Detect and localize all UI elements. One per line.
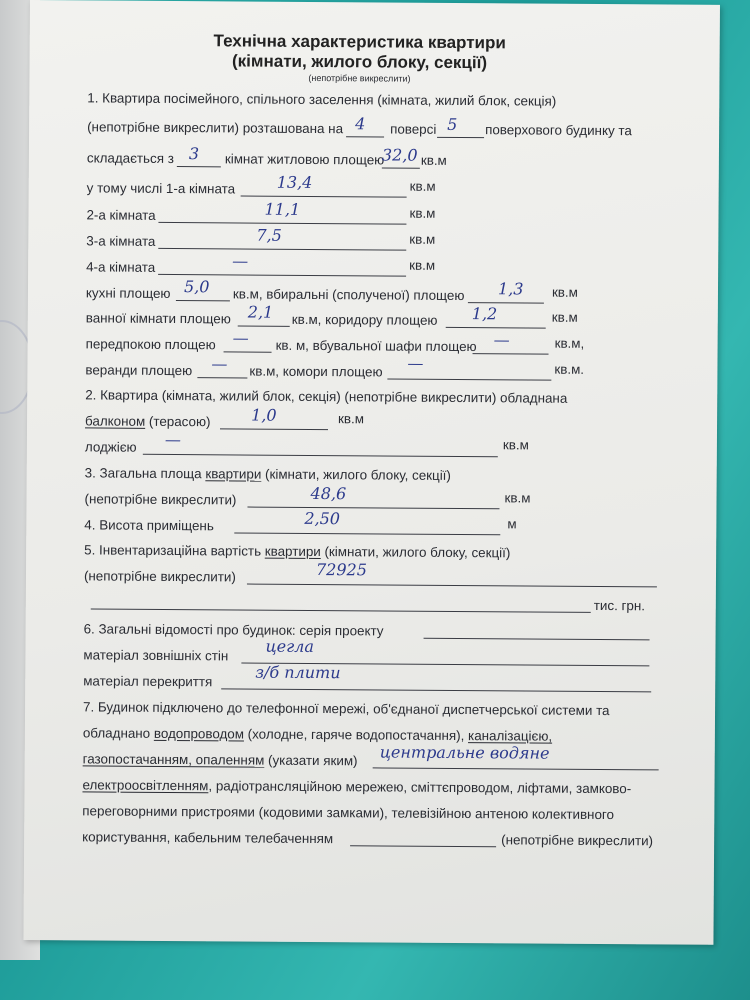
room-4-value: — xyxy=(232,251,249,271)
room-1-value: 13,4 xyxy=(276,172,313,192)
height-field[interactable] xyxy=(234,532,500,535)
height-label: 4. Висота приміщень xyxy=(84,517,214,534)
room-2-field[interactable] xyxy=(158,222,406,225)
room-3-value: 7,5 xyxy=(256,225,282,245)
ceilings-field[interactable] xyxy=(221,688,651,692)
specify-text: (указати яким) xyxy=(264,752,358,769)
kitchen-field[interactable] xyxy=(176,300,230,301)
section-1-line-2b: поверсі xyxy=(390,121,437,137)
bathroom-label: ванної кімнати площею xyxy=(85,310,231,327)
total-area-unit: кв.м xyxy=(504,490,531,506)
project-series-field[interactable] xyxy=(424,638,650,641)
title-note: (непотрібне викреслити) xyxy=(308,72,411,84)
toilet-value: 1,3 xyxy=(497,279,524,299)
corridor-unit: кв.м xyxy=(551,309,578,325)
loggia-unit: кв.м xyxy=(502,437,529,453)
total-area-value: 48,6 xyxy=(310,483,347,504)
room-3-unit: кв.м xyxy=(409,231,436,247)
value-rest: (кімнати, жилого блоку, секції) xyxy=(320,544,511,561)
bathroom-value: 2,1 xyxy=(247,302,274,322)
balcony-unit: кв.м xyxy=(338,411,365,427)
corridor-field[interactable] xyxy=(446,327,546,329)
storage-label: кв.м, комори площею xyxy=(249,363,383,380)
kitchen-label: кухні площею xyxy=(85,285,171,301)
room-1-label: у тому числі 1-а кімната xyxy=(86,180,236,197)
value-field[interactable] xyxy=(247,584,657,588)
section-6-line-1: 6. Загальні відомості про будинок: серія проекту xyxy=(83,621,384,639)
gas-heating-word: газопостачанням, опаленням xyxy=(82,751,265,768)
water-supply-word: водопроводом xyxy=(153,725,245,742)
terrace-word: (терасою) xyxy=(145,413,211,430)
section-7-line-6b: (непотрібне викреслити) xyxy=(501,832,654,849)
floor-value: 4 xyxy=(355,114,366,134)
toilet-label: кв.м, вбиральні (сполученої) площею xyxy=(232,286,465,304)
section-1-line-3a: складається з xyxy=(86,150,174,167)
room-3-field[interactable] xyxy=(158,248,406,251)
corridor-label: кв.м, коридору площею xyxy=(291,311,438,328)
floors-total-field[interactable] xyxy=(437,137,484,138)
heating-value: центральне водяне xyxy=(379,742,550,763)
cable-tv-field[interactable] xyxy=(350,845,496,847)
apartment-word-2: квартири xyxy=(264,543,321,560)
total-area-label: 3. Загальна площа xyxy=(84,465,202,482)
toilet-unit: кв.м xyxy=(551,284,578,300)
value-unit: тис. грн. xyxy=(593,597,646,614)
total-area-field[interactable] xyxy=(247,507,499,510)
hallway-value: — xyxy=(232,328,249,348)
kitchen-value: 5,0 xyxy=(183,277,210,297)
section-3-line-1 xyxy=(85,465,451,483)
height-unit: м xyxy=(507,516,517,532)
ceilings-value: з/б плити xyxy=(255,662,341,683)
amenities-text: , радіотрансляційною мережею, сміттєпроводом, ліфтами, замково- xyxy=(208,778,632,797)
living-area-field[interactable] xyxy=(382,167,420,168)
storage-value: — xyxy=(407,353,424,373)
veranda-label: веранди площею xyxy=(85,362,193,379)
section-2-line-1: 2. Квартира (кімната, жилий блок, секція) (непотрібне викреслити) обладнана xyxy=(85,387,568,406)
living-area-unit: кв.м xyxy=(420,152,447,168)
section-5-line-1 xyxy=(84,542,510,560)
section-1-line-2c: поверхового будинку та xyxy=(485,122,632,139)
room-2-value: 11,1 xyxy=(264,199,301,219)
water-text: (холодне, гаряче водопостачання), xyxy=(243,726,469,744)
electricity-word: електроосвітленням xyxy=(82,777,209,794)
value-value: 72925 xyxy=(315,560,368,580)
section-7-line-5: переговорними пристроями (кодовими замками), телевізійною антеною колективного xyxy=(82,803,615,823)
floors-total-value: 5 xyxy=(447,114,458,134)
walls-label: матеріал зовнішніх стін xyxy=(83,647,229,664)
wardrobe-unit: кв.м, xyxy=(554,335,585,351)
section-7-line-2 xyxy=(83,725,552,743)
value-field-2[interactable] xyxy=(91,608,591,612)
wardrobe-label: кв. м, вбувальної шафи площею xyxy=(275,337,477,355)
section-7-line-6a: користування, кабельним телебаченням xyxy=(82,829,334,847)
floor-field[interactable] xyxy=(346,136,384,137)
value-label: 5. Інвентаризаційна вартість xyxy=(84,542,262,559)
section-7-line-3 xyxy=(83,751,358,768)
rooms-value: 3 xyxy=(188,144,200,164)
hallway-field[interactable] xyxy=(224,351,272,352)
room-3-label: 3-а кімната xyxy=(86,233,156,249)
room-4-unit: кв.м xyxy=(409,257,436,273)
corridor-value: 1,2 xyxy=(471,304,498,324)
section-5-line-2: (непотрібне викреслити) xyxy=(83,568,236,585)
balcony-field[interactable] xyxy=(220,428,328,430)
storage-unit: кв.м. xyxy=(554,361,585,377)
heating-field[interactable] xyxy=(373,767,659,770)
loggia-value: — xyxy=(164,429,182,450)
section-7-line-1: 7. Будинок підключено до телефонної мережі, об'єднаної диспетчерської системи та xyxy=(83,699,610,719)
balcony-word: балконом xyxy=(85,413,146,429)
ceilings-label: матеріал перекриття xyxy=(83,673,213,690)
balcony-value: 1,0 xyxy=(251,405,277,425)
veranda-field[interactable] xyxy=(197,377,247,378)
room-1-field[interactable] xyxy=(241,195,407,197)
section-1-line-2a: (непотрібне викреслити) розташована на xyxy=(87,119,344,137)
walls-value: цегла xyxy=(265,636,315,656)
apartment-word: квартири xyxy=(205,466,262,482)
wardrobe-value: — xyxy=(493,330,510,350)
equipped-text: обладнано xyxy=(82,725,154,741)
room-2-label: 2-а кімната xyxy=(86,207,156,223)
section-1-line-3b: кімнат житловою площею xyxy=(224,151,385,168)
section-3-line-2: (непотрібне викреслити) xyxy=(84,491,237,508)
room-4-label: 4-а кімната xyxy=(86,259,156,275)
storage-field[interactable] xyxy=(387,379,551,381)
loggia-label: лоджією xyxy=(84,439,137,455)
section-7-line-4 xyxy=(82,777,631,796)
bathroom-field[interactable] xyxy=(238,325,290,326)
wardrobe-field[interactable] xyxy=(473,353,549,355)
document-page xyxy=(23,0,720,945)
height-value: 2,50 xyxy=(304,508,341,529)
section-2-line-2 xyxy=(85,413,211,429)
hallway-label: передпокою площею xyxy=(85,336,216,353)
total-area-rest: (кімнати, жилого блоку, секції) xyxy=(261,466,451,483)
title-line-1: Технічна характеристика квартири xyxy=(213,31,506,53)
rooms-field[interactable] xyxy=(177,166,221,167)
room-2-unit: кв.м xyxy=(409,205,436,221)
sewerage-word: каналізацією, xyxy=(468,728,553,744)
room-1-unit: кв.м xyxy=(409,178,436,194)
loggia-field[interactable] xyxy=(143,454,498,457)
living-area-value: 32,0 xyxy=(381,145,418,165)
section-1-line-1: 1. Квартира посімейного, спільного заселення (кімната, жилий блок, секція) xyxy=(87,90,557,109)
title-line-2: (кімнати, жилого блоку, секції) xyxy=(231,51,488,73)
veranda-value: — xyxy=(211,354,228,374)
